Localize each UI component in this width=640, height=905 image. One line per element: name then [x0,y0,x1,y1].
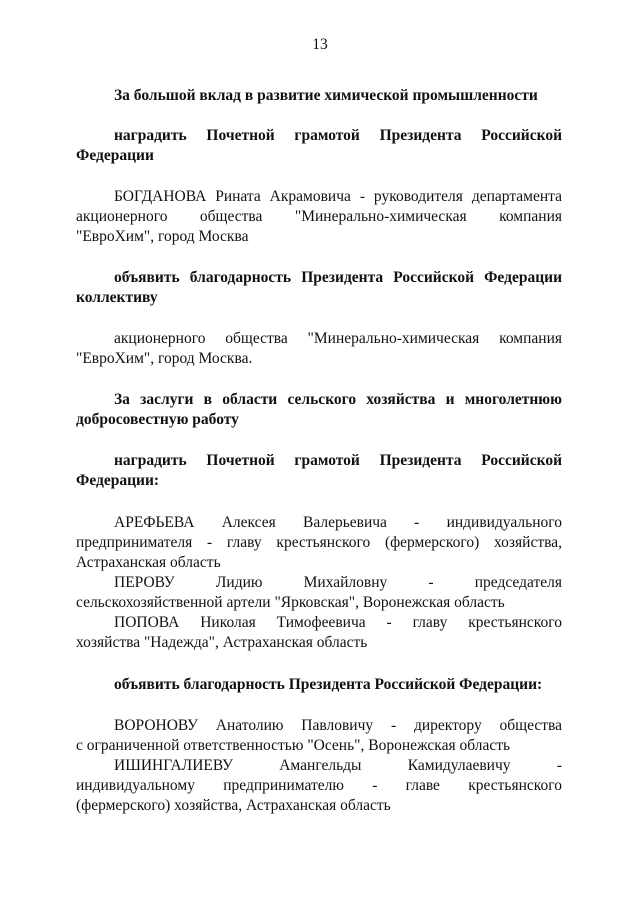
page-number: 13 [312,36,328,53]
nominee-line: ИШИНГАЛИЕВУ Амангельды Камидулаевичу - [114,757,562,774]
thanks-line: коллективу [76,289,158,306]
nominee-line: ВОРОНОВУ Анатолию Павловичу - директору общества [114,717,562,734]
nominee-line: ПЕРОВУ Лидию Михайловну - председателя [114,574,562,591]
nominee-line: хозяйства "Надежда", Астраханская область [76,634,368,651]
thanks-line: объявить благодарность Президента Российской Федерации [114,269,562,286]
thanks-line: объявить благодарность Президента Российской Федерации: [114,676,543,693]
nominee-line: индивидуальному предпринимателю - главе крестьянского [76,777,562,794]
nominee-line: предпринимателя - главу крестьянского (фермерского) хозяйства, [76,534,562,551]
award-line: Федерации [76,147,154,164]
nominee-line: ПОПОВА Николая Тимофеевича - главу крестьянского [114,614,562,631]
nominee-line: с ограниченной ответственностью "Осень", Воронежская область [76,737,511,754]
nominee-line: акционерного общества "Минерально-химическая компания [76,208,562,225]
award-line: Федерации: [76,472,160,489]
nominee-line: БОГДАНОВА Рината Акрамовича - руководителя департамента [114,188,562,205]
section-heading-agriculture: добросовестную работу [76,411,239,428]
section-heading-agriculture: За заслуги в области сельского хозяйства и многолетнюю [114,391,562,408]
collective-line: акционерного общества "Минерально-химическая компания [114,330,562,347]
section-heading-chemical: За большой вклад в развитие химической промышленности [114,87,538,104]
award-line: наградить Почетной грамотой Президента Российской [114,452,562,469]
nominee-line: "ЕвроХим", город Москва [76,228,249,245]
nominee-line: (фермерского) хозяйства, Астраханская область [76,797,391,814]
nominee-line: сельскохозяйственной артели "Ярковская", Воронежская область [76,594,505,611]
nominee-line: АРЕФЬЕВА Алексея Валерьевича - индивидуального [114,514,562,531]
collective-line: "ЕвроХим", город Москва. [76,350,253,367]
nominee-line: Астраханская область [76,554,221,571]
award-line: наградить Почетной грамотой Президента Российской [114,127,562,144]
